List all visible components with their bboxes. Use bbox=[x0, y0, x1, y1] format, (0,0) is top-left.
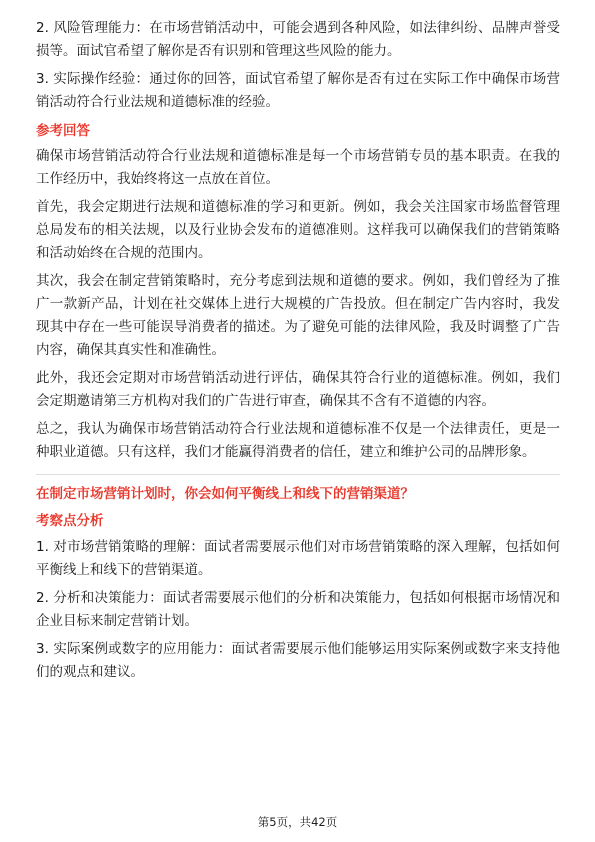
answer-paragraph: 此外，我还会定期对市场营销活动进行评估，确保其符合行业的道德标准。例如，我们会定期邀请第三方机构对我们的广告进行审查，确保其不含有不道德的内容。 bbox=[36, 370, 560, 409]
intro-point-3: 3. 实际操作经验：通过你的回答，面试官希望了解你是否有过在实际工作中确保市场营销活动符合行业法规和道德标准的经验。 bbox=[36, 71, 560, 110]
intro-point-2: 2. 风险管理能力：在市场营销活动中，可能会遇到各种风险，如法律纠纷、品牌声誉受损等。面试官希望了解你是否有识别和管理这些风险的能力。 bbox=[36, 20, 560, 59]
analysis-point: 1. 对市场营销策略的理解：面试者需要展示他们对市场营销策略的深入理解，包括如何平衡线上和线下的营销渠道。 bbox=[36, 539, 560, 578]
page-number: 第5页，共42页 bbox=[257, 815, 338, 829]
document-page bbox=[36, 17, 560, 689]
analysis-point: 2. 分析和决策能力：面试者需要展示他们的分析和决策能力，包括如何根据市场情况和企业目标来制定营销计划。 bbox=[36, 590, 560, 629]
question-title: 在制定市场营销计划时，你会如何平衡线上和线下的营销渠道？ bbox=[36, 486, 414, 502]
answer-paragraph: 确保市场营销活动符合行业法规和道德标准是每一个市场营销专员的基本职责。在我的工作经历中，我始终将这一点放在首位。 bbox=[36, 148, 560, 187]
answer-paragraph: 总之，我认为确保市场营销活动符合行业法规和道德标准不仅是一个法律责任，更是一种职业道德。只有这样，我们才能赢得消费者的信任，建立和维护公司的品牌形象。 bbox=[36, 421, 560, 460]
analysis-label: 考察点分析 bbox=[36, 513, 104, 529]
answer-paragraph: 首先，我会定期进行法规和道德标准的学习和更新。例如，我会关注国家市场监督管理总局发布的相关法规，以及行业协会发布的道德准则。这样我可以确保我们的营销策略和活动始终在合规的范围内。 bbox=[36, 199, 560, 261]
reference-answer-label: 参考回答 bbox=[36, 123, 90, 139]
analysis-point: 3. 实际案例或数字的应用能力：面试者需要展示他们能够运用实际案例或数字来支持他们的观点和建议。 bbox=[36, 641, 560, 680]
section-divider bbox=[36, 474, 560, 475]
answer-paragraph: 其次，我会在制定营销策略时，充分考虑到法规和道德的要求。例如，我们曾经为了推广一款新产品，计划在社交媒体上进行大规模的广告投放。但在制定广告内容时，我发现其中存在一些可能误导消费者的描述。为了避免可能的法律风险，我及时调整了广告内容，确保其真实性和准确性。 bbox=[36, 273, 560, 358]
